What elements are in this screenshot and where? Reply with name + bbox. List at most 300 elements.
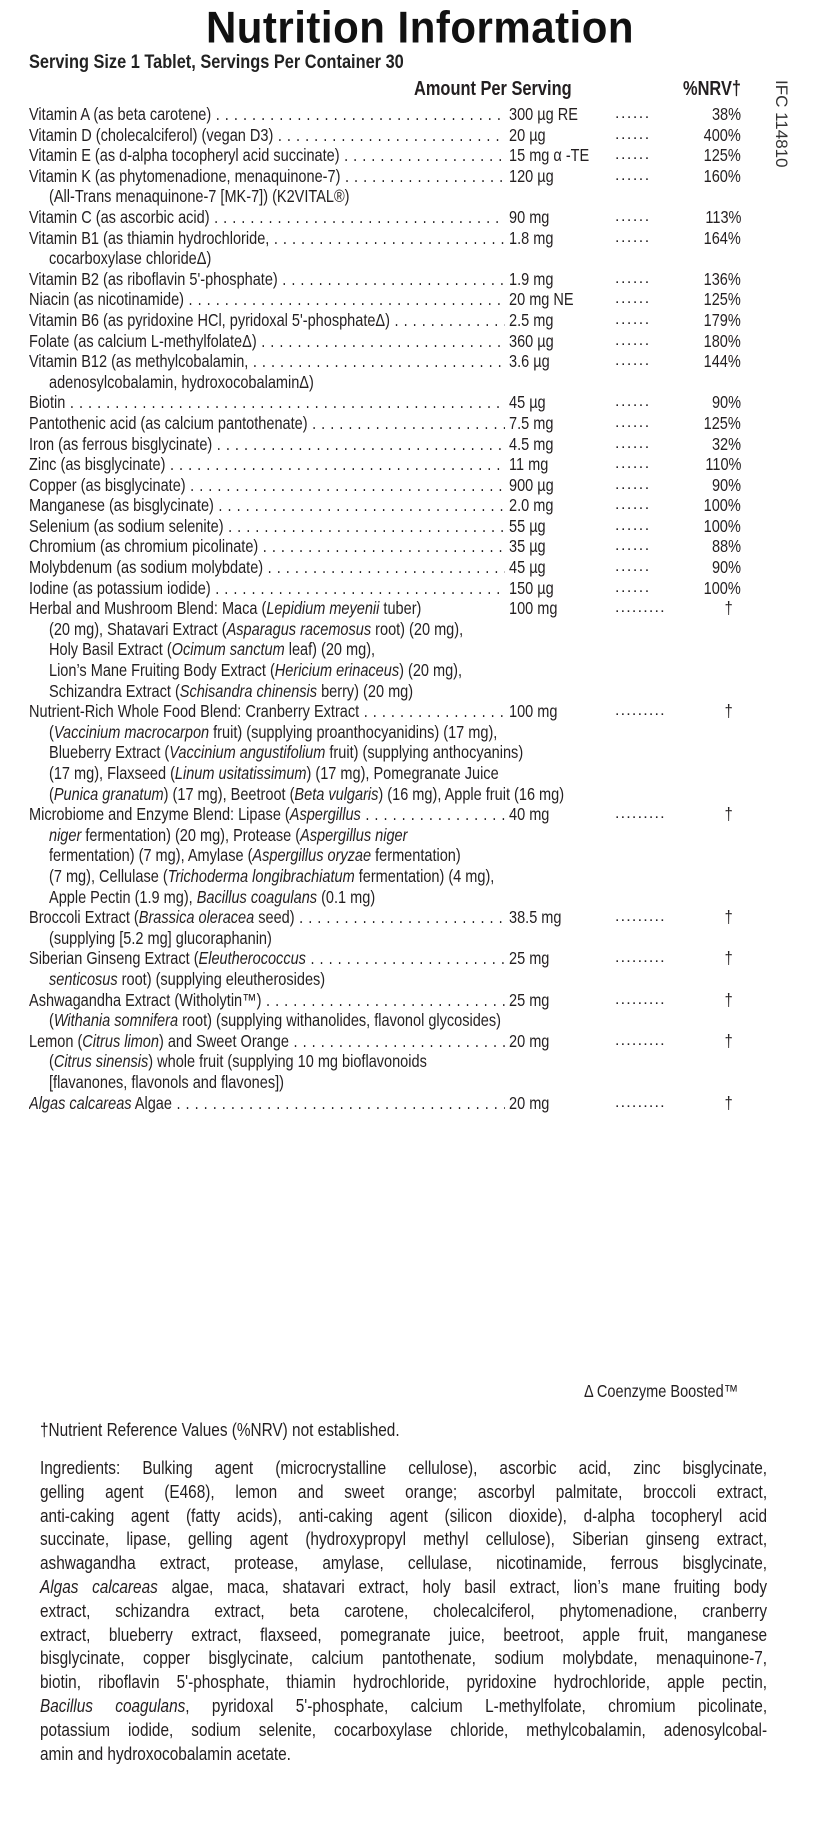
- nutrient-name-cell: [29, 104, 505, 125]
- nutrient-nrv: 90%: [711, 474, 741, 495]
- dot-leader: ......: [615, 228, 651, 246]
- nutrient-name: [29, 475, 505, 496]
- text-segment: leaf) (20 mg),: [284, 639, 376, 660]
- dot-leader: [273, 125, 505, 145]
- nutrient-name-cell: [29, 207, 505, 228]
- dot-leader: [248, 351, 505, 371]
- blend-name-cell: [29, 1031, 505, 1052]
- nutrient-name-cell: [29, 331, 505, 352]
- nutrient-row: [29, 310, 769, 331]
- blend-nrv: †: [724, 907, 733, 928]
- text-segment: Ingredients: Bulking agent (microcrystalline cellulose), ascorbic acid, zinc bisglycinate,: [40, 1457, 768, 1478]
- page-title: Nutrition Information: [205, 2, 635, 53]
- text-segment: Holy Basil Extract (: [49, 639, 172, 660]
- nutrient-name-cell: [29, 310, 505, 331]
- dot-leader: .........: [615, 990, 666, 1008]
- blend-nrv: †: [724, 1030, 733, 1051]
- nutrient-nrv: 125%: [703, 412, 741, 433]
- nutrient-row: [29, 475, 769, 496]
- nutrient-name-text: Vitamin C (as ascorbic acid): [29, 206, 210, 227]
- text-segment: gelling agent (E468), lemon and sweet orange; ascorbyl palmitate, broccoli extract,: [40, 1480, 768, 1502]
- nutrient-amount: 3.6 µg: [509, 351, 550, 372]
- dot-leader: [65, 392, 505, 412]
- blend-row-continuation: [29, 825, 769, 846]
- text-segment: Lemon (: [29, 1030, 83, 1051]
- nutrient-nrv: 32%: [711, 433, 741, 454]
- nutrient-nrv: 400%: [703, 124, 741, 145]
- nutrient-name-text: Vitamin K (as phytomenadione, menaquinone-7): [29, 165, 341, 186]
- dot-leader: ......: [615, 578, 651, 596]
- nutrient-row: [29, 413, 769, 434]
- nutrient-name: [29, 536, 505, 557]
- text-segment: fruit) (supplying anthocyanins): [325, 742, 524, 763]
- nutrient-row: [29, 145, 769, 166]
- nutrient-row: [29, 516, 769, 537]
- dot-leader: ......: [615, 455, 651, 473]
- text-segment: Broccoli Extract (: [29, 907, 139, 928]
- nutrient-amount: 120 µg: [509, 165, 554, 186]
- latin-name: Vaccinium angustifolium: [169, 742, 326, 763]
- text-segment: (7 mg), Cellulase (: [49, 865, 168, 886]
- text-segment: (20 mg), Shatavari Extract (: [49, 618, 227, 639]
- dot-leader: .........: [615, 1093, 666, 1111]
- nutrient-amount: 35 µg: [509, 536, 546, 557]
- text-segment: (: [49, 1010, 54, 1031]
- latin-name: Trichoderma longibrachiatum: [167, 865, 355, 886]
- blend-description: [49, 660, 462, 681]
- text-segment: ashwagandha extract, protease, amylase, cellulase, nicotinamide, ferrous bisglycinate,: [40, 1552, 768, 1574]
- nutrient-name-text: Niacin (as nicotinamide): [29, 289, 185, 310]
- latin-name: Beta vulgaris: [294, 783, 379, 804]
- text-segment: ) (20 mg),: [399, 660, 463, 681]
- latin-name: Bacillus coagulans: [196, 886, 318, 907]
- dot-leader: [172, 1093, 505, 1113]
- dot-leader: [269, 228, 505, 248]
- blend-row-continuation: [29, 1051, 769, 1072]
- nutrient-amount: 15 mg α -TE: [509, 145, 590, 166]
- dot-leader: [211, 104, 505, 124]
- ingredients-line: [40, 1623, 767, 1647]
- text-segment: fermentation) (20 mg), Protease (: [81, 824, 301, 845]
- dot-leader: [361, 804, 505, 824]
- text-segment: Ashwagandha Extract (Witholytin™): [29, 989, 262, 1010]
- text-segment: , pyridoxal 5'-phosphate, calcium L-methylfolate, chromium picolinate,: [185, 1694, 768, 1716]
- text-segment: berry) (20 mg): [317, 680, 414, 701]
- latin-name: Asparagus racemosus: [226, 618, 372, 639]
- text-segment: ) (16 mg), Apple fruit (16 mg): [378, 783, 565, 804]
- dot-leader: [165, 454, 505, 474]
- dot-leader: ......: [615, 496, 651, 514]
- column-header-amount: Amount Per Serving: [414, 78, 572, 100]
- nutrient-amount: 7.5 mg: [509, 412, 554, 433]
- nutrient-name: [29, 125, 505, 146]
- text-segment: potassium iodide, sodium selenite, cocarboxylase chloride, methylcobalamin, adenosylcobal-: [40, 1718, 768, 1740]
- text-segment: biotin, riboflavin 5'-phosphate, thiamin hydrochloride, pyridoxine hydrochloride, apple pectin,: [40, 1671, 768, 1693]
- blend-description: [49, 1010, 501, 1031]
- nutrient-name: [29, 166, 505, 187]
- nutrient-amount: 300 µg RE: [509, 104, 578, 124]
- nutrient-row: [29, 557, 769, 578]
- blend-amount: 25 mg: [509, 948, 550, 969]
- nutrient-name-text: Vitamin A (as beta carotene): [29, 104, 212, 124]
- text-segment: root) (supplying withanolides, flavonol glycosides): [178, 1010, 501, 1031]
- latin-name: Ocimum sanctum: [171, 639, 285, 660]
- nutrient-name: [29, 310, 505, 331]
- text-segment: [flavanones, flavonols and flavones]): [49, 1071, 284, 1092]
- blend-row: [29, 1093, 769, 1114]
- dot-leader: ......: [615, 537, 651, 555]
- blend-amount: 20 mg: [509, 1092, 550, 1113]
- latin-name: Hericium erinaceus: [274, 660, 400, 681]
- nutrient-name-text: Selenium (as sodium selenite): [29, 515, 224, 536]
- text-segment: amin and hydroxocobalamin acetate.: [40, 1742, 291, 1764]
- text-segment: Schizandra Extract (: [49, 680, 180, 701]
- nutrient-name-continuation: cocarboxylase chlorideΔ): [49, 248, 212, 269]
- ingredients-line: [40, 1670, 767, 1694]
- blend-description: [49, 681, 413, 702]
- nutrient-name-cell: [29, 413, 505, 434]
- blend-row: [29, 907, 769, 928]
- nutrient-nrv: 90%: [711, 557, 741, 578]
- nutrient-row: [29, 207, 769, 228]
- nutrient-name: [29, 454, 505, 475]
- ingredients-line: [40, 1504, 767, 1528]
- blend-description: [49, 928, 272, 949]
- ingredients-line: [40, 1742, 767, 1766]
- nutrient-amount: 360 µg: [509, 330, 554, 351]
- blend-description: [49, 866, 494, 887]
- nutrient-amount: 1.8 mg: [509, 227, 554, 248]
- nutrient-name: [29, 145, 505, 166]
- nutrient-nrv: 180%: [703, 330, 741, 351]
- nutrient-name: [29, 557, 505, 578]
- blend-description: [49, 1072, 284, 1093]
- nutrient-row: [29, 351, 769, 372]
- dot-leader: [258, 536, 505, 556]
- blend-row-continuation: [29, 742, 769, 763]
- blend-description: [49, 887, 375, 908]
- nutrient-amount: 11 mg: [509, 454, 549, 475]
- blend-row-continuation: [29, 660, 769, 681]
- dot-leader: .........: [615, 805, 666, 823]
- nutrient-row: [29, 104, 769, 125]
- dot-leader: [224, 516, 505, 536]
- nutrient-nrv: 144%: [703, 351, 741, 372]
- blend-nrv: †: [724, 948, 733, 969]
- nutrient-row: [29, 125, 769, 146]
- dot-leader: [340, 166, 505, 186]
- ingredients-line: [40, 1480, 767, 1504]
- nutrient-name-text: Pantothenic acid (as calcium pantothenate): [29, 412, 308, 433]
- nutrient-amount: 90 mg: [509, 206, 550, 227]
- dot-leader: ......: [615, 146, 651, 164]
- nutrient-name: [29, 392, 505, 413]
- nutrient-name-cell: [29, 557, 505, 578]
- dot-leader: [211, 578, 505, 598]
- nutrient-name-cell: [29, 228, 505, 249]
- dot-leader: ......: [615, 352, 651, 370]
- blend-amount: 20 mg: [509, 1030, 550, 1051]
- blend-row-continuation: [29, 722, 769, 743]
- latin-name: Lepidium meyenii: [266, 598, 380, 619]
- ingredients-line: [40, 1718, 767, 1742]
- nutrient-row: [29, 166, 769, 187]
- blend-amount: 38.5 mg: [509, 907, 562, 928]
- blend-description: [49, 784, 564, 805]
- blend-row: [29, 1031, 769, 1052]
- column-header-nrv: %NRV†: [683, 78, 742, 100]
- ingredients-line: [40, 1551, 767, 1575]
- blend-description: [49, 969, 325, 990]
- blend-nrv: †: [724, 701, 733, 722]
- nutrient-name-text: Zinc (as bisglycinate): [29, 454, 166, 475]
- nutrition-table: [29, 104, 769, 1113]
- blend-row: [29, 948, 769, 969]
- nutrient-name-cell: [29, 351, 505, 372]
- nutrient-row: [29, 289, 769, 310]
- nutrient-name-cell: [29, 434, 505, 455]
- nutrient-nrv: 38%: [711, 104, 741, 124]
- blend-name-cell: [29, 598, 505, 619]
- text-segment: succinate, lipase, gelling agent (hydroxypropyl methyl cellulose), Siberian ginseng extract,: [40, 1528, 768, 1550]
- latin-name: Bacillus coagulans: [40, 1694, 186, 1716]
- nutrient-name: [29, 578, 505, 599]
- nutrient-nrv: 164%: [703, 227, 741, 248]
- dot-leader: ......: [615, 434, 651, 452]
- nutrient-name: [29, 434, 505, 455]
- text-segment: (17 mg), Flaxseed (: [49, 763, 175, 783]
- blend-nrv: †: [724, 598, 733, 619]
- nutrient-name-text: Chromium (as chromium picolinate): [29, 536, 259, 557]
- nutrient-row: [29, 392, 769, 413]
- dot-leader: [263, 557, 505, 577]
- nutrient-name-text: Vitamin E (as d-alpha tocopheryl acid succinate): [29, 145, 340, 166]
- nutrient-amount: 2.0 mg: [509, 495, 554, 516]
- text-segment: root) (supplying eleutherosides): [117, 968, 326, 989]
- text-segment: fermentation) (4 mg),: [354, 865, 495, 886]
- blend-name-cell: [29, 701, 505, 722]
- text-segment: Algae: [131, 1092, 172, 1113]
- dot-leader: ......: [615, 558, 651, 576]
- dot-leader: [306, 948, 505, 968]
- dot-leader: ......: [615, 413, 651, 431]
- blend-description: [49, 742, 523, 763]
- text-segment: Siberian Ginseng Extract (: [29, 948, 199, 969]
- nutrient-name: [29, 413, 505, 434]
- blend-nrv: †: [724, 989, 733, 1010]
- dot-leader: [262, 990, 505, 1010]
- blend-row-continuation: [29, 784, 769, 805]
- blend-amount: 25 mg: [509, 989, 550, 1010]
- blend-name: [29, 1093, 505, 1114]
- nutrient-row: [29, 228, 769, 249]
- nutrient-amount: 150 µg: [509, 577, 554, 598]
- nutrient-name: [29, 351, 505, 372]
- dot-leader: [184, 289, 505, 309]
- dot-leader: [289, 1031, 505, 1051]
- dot-leader: ......: [615, 207, 651, 225]
- nutrient-name-continuation: adenosylcobalamin, hydroxocobalaminΔ): [49, 371, 314, 392]
- blend-nrv: †: [724, 1092, 733, 1113]
- blend-name: [29, 990, 505, 1011]
- blend-nrv: †: [724, 804, 733, 825]
- nutrient-name-cell: [29, 289, 505, 310]
- blend-description: [49, 619, 463, 640]
- nutrient-name-text: Iodine (as potassium iodide): [29, 577, 211, 598]
- nutrient-row: [29, 269, 769, 290]
- blend-row-continuation: [29, 1072, 769, 1093]
- text-segment: bisglycinate, copper bisglycinate, calcium pantothenate, sodium molybdate, menaquinone-7,: [40, 1647, 768, 1669]
- nutrient-name-text: Copper (as bisglycinate): [29, 474, 186, 495]
- dot-leader: [186, 475, 505, 495]
- nutrient-name-cell: [29, 578, 505, 599]
- nutrient-row-continuation: [29, 186, 769, 207]
- nutrient-name: [29, 104, 505, 125]
- nutrient-name: [29, 516, 505, 537]
- latin-name: Vaccinium macrocarpon: [53, 721, 210, 742]
- nutrient-name-cell: [29, 495, 505, 516]
- blend-row-continuation: [29, 887, 769, 908]
- nrv-footnote: †Nutrient Reference Values (%NRV) not established.: [40, 1419, 400, 1440]
- blend-name: [29, 804, 505, 825]
- latin-name: senticosus: [49, 968, 118, 989]
- text-segment: ) and Sweet Orange: [158, 1030, 289, 1051]
- ingredients-line: [40, 1527, 767, 1551]
- nutrient-nrv: 160%: [703, 165, 741, 186]
- ingredients-list: [40, 1456, 767, 1765]
- blend-description: [49, 825, 407, 846]
- blend-name: [29, 907, 505, 928]
- nutrient-amount: 2.5 mg: [509, 309, 554, 330]
- coenzyme-note: Δ Coenzyme Boosted™: [584, 1381, 739, 1401]
- dot-leader: .........: [615, 949, 666, 967]
- blend-name: [29, 598, 505, 619]
- dot-leader: [340, 145, 505, 165]
- nutrient-name-text: Vitamin B12 (as methylcobalamin,: [29, 351, 249, 372]
- blend-amount: 40 mg: [509, 804, 550, 825]
- latin-name: Aspergillus: [289, 804, 361, 825]
- blend-row-continuation: [29, 866, 769, 887]
- dot-leader: ......: [615, 516, 651, 534]
- nutrient-name-text: Vitamin B1 (as thiamin hydrochloride,: [29, 227, 270, 248]
- latin-name: Citrus sinensis: [53, 1051, 149, 1072]
- nutrient-name-cell: [29, 536, 505, 557]
- blend-row: [29, 804, 769, 825]
- nutrient-name: [29, 331, 505, 352]
- dot-leader: [308, 413, 505, 433]
- latin-name: Algas calcareas: [29, 1092, 132, 1113]
- blend-row-continuation: [29, 969, 769, 990]
- dot-leader: [359, 701, 505, 721]
- nutrient-name: [29, 269, 505, 290]
- nutrient-amount: 45 µg: [509, 392, 546, 413]
- text-segment: (0.1 mg): [317, 886, 376, 907]
- ingredients-line: [40, 1456, 767, 1480]
- blend-row: [29, 701, 769, 722]
- latin-name: niger: [49, 824, 82, 845]
- text-segment: Apple Pectin (1.9 mg),: [49, 886, 197, 907]
- blend-row-continuation: [29, 928, 769, 949]
- blend-name-cell: [29, 907, 505, 928]
- text-segment: (: [49, 1051, 54, 1072]
- nutrient-name-cell: [29, 516, 505, 537]
- ingredients-line: [40, 1599, 767, 1623]
- text-segment: fermentation): [371, 845, 461, 866]
- dot-leader: [295, 907, 505, 927]
- ingredients-line: [40, 1694, 767, 1718]
- text-segment: ) (17 mg), Pomegranate Juice: [306, 763, 499, 783]
- nutrient-nrv: 100%: [703, 495, 741, 516]
- text-segment: ) (17 mg), Beetroot (: [163, 783, 295, 804]
- blend-amount: 100 mg: [509, 598, 558, 619]
- latin-name: Punica granatum: [53, 783, 164, 804]
- text-segment: Microbiome and Enzyme Blend: Lipase (: [29, 804, 290, 825]
- nutrient-row: [29, 495, 769, 516]
- dot-leader: [390, 310, 505, 330]
- blend-row-continuation: [29, 763, 769, 784]
- dot-leader: [212, 434, 505, 454]
- nutrient-name-cell: [29, 125, 505, 146]
- nutrient-amount: 1.9 mg: [509, 268, 554, 289]
- nutrient-name-cell: [29, 269, 505, 290]
- dot-leader: .........: [615, 599, 666, 617]
- dot-leader: .........: [615, 908, 666, 926]
- blend-description: [49, 763, 499, 784]
- blend-row-continuation: [29, 1010, 769, 1031]
- text-segment: (supplying [5.2 mg] glucoraphanin): [49, 927, 272, 948]
- latin-name: Aspergillus niger: [300, 824, 408, 845]
- ingredients-line: [40, 1575, 767, 1599]
- product-code: IFC 114810: [772, 80, 791, 168]
- blend-row-continuation: [29, 681, 769, 702]
- latin-name: Brassica oleracea: [138, 907, 255, 928]
- text-segment: fruit) (supplying proanthocyanidins) (17 mg),: [209, 721, 498, 742]
- nutrient-row: [29, 578, 769, 599]
- nutrient-row-continuation: [29, 372, 769, 393]
- blend-description: [49, 722, 497, 743]
- dot-leader: ......: [615, 393, 651, 411]
- dot-leader: [278, 269, 505, 289]
- nutrient-name: [29, 228, 505, 249]
- nutrient-name-text: Folate (as calcium L-methylfolateΔ): [29, 330, 257, 351]
- dot-leader: ......: [615, 269, 651, 287]
- dot-leader: ......: [615, 166, 651, 184]
- nutrient-name-text: Vitamin D (cholecalciferol) (vegan D3): [29, 124, 274, 145]
- text-segment: Nutrient-Rich Whole Food Blend: Cranberry Extract: [29, 701, 360, 722]
- dot-leader: ......: [615, 105, 651, 122]
- text-segment: anti-caking agent (fatty acids), anti-caking agent (silicon dioxide), d-alpha tocopheryl acid: [40, 1504, 768, 1526]
- nutrient-nrv: 113%: [704, 206, 741, 227]
- dot-leader: ......: [615, 331, 651, 349]
- nutrient-amount: 4.5 mg: [509, 433, 554, 454]
- blend-description: [49, 639, 375, 660]
- nutrient-row-continuation: [29, 248, 769, 269]
- nutrient-name-cell: [29, 392, 505, 413]
- nutrient-name: [29, 207, 505, 228]
- nutrient-nrv: 100%: [703, 515, 741, 536]
- text-segment: tuber): [379, 598, 422, 619]
- blend-name-cell: [29, 804, 505, 825]
- blend-row-continuation: [29, 619, 769, 640]
- nutrient-nrv: 110%: [704, 454, 741, 475]
- text-segment: seed): [254, 907, 295, 928]
- text-segment: extract, blueberry extract, flaxseed, pomegranate juice, beetroot, apple fruit, manganese: [40, 1623, 768, 1645]
- nutrient-name-cell: [29, 166, 505, 187]
- nutrient-amount: 45 µg: [509, 557, 546, 578]
- nutrient-nrv: 125%: [703, 145, 741, 166]
- nutrient-name-continuation: (All-Trans menaquinone-7 [MK-7]) (K2VITAL®): [49, 186, 350, 207]
- text-segment: Lion’s Mane Fruiting Body Extract (: [49, 660, 275, 681]
